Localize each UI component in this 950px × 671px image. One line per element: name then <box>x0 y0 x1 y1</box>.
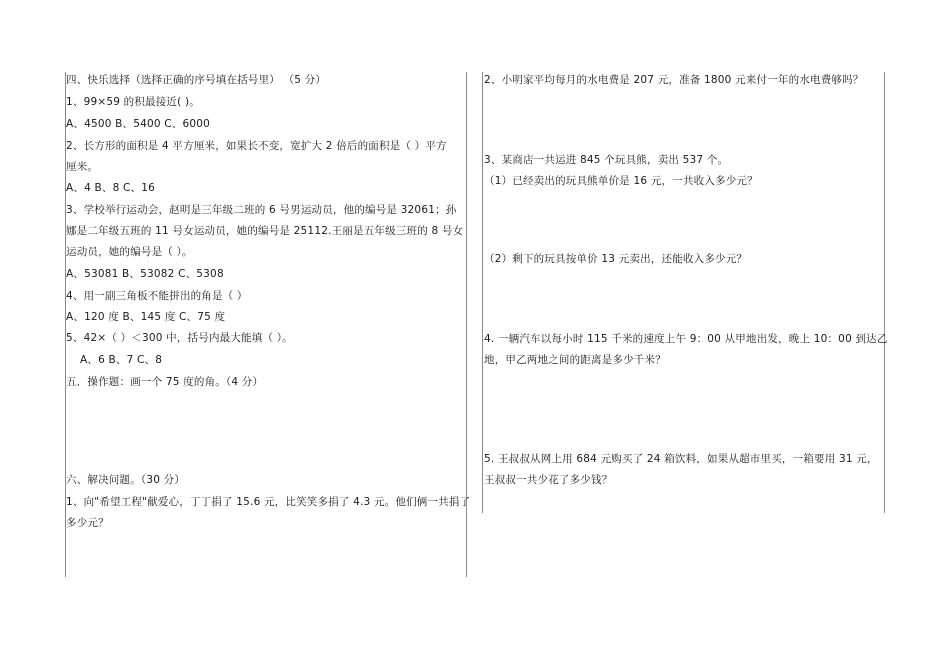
section4-q1: 1、99×59 的积最接近( )。 <box>66 96 200 108</box>
section4-q5-options: A、6 B、7 C、8 <box>80 354 163 366</box>
right-q5-line1: 5. 王叔叔从网上用 684 元购买了 24 箱饮料，如果从超市里买，一箱要用 31 元， <box>484 453 878 465</box>
right-q3: 3、某商店一共运进 845 个玩具熊，卖出 537 个。 <box>484 154 729 166</box>
right-q5-line2: 王叔叔一共少花了多少钱？ <box>484 474 613 486</box>
section4-q2-line2: 厘米。 <box>66 161 99 173</box>
right-q4-line2: 地，甲乙两地之间的距离是多少千米？ <box>484 354 666 366</box>
section4-q3-line2: 娜是二年级五班的 11 号女运动员，她的编号是 25112.王丽是五年级三班的 8 号女 <box>66 225 464 237</box>
section4-q4: 4、用一副三角板不能拼出的角是（ ） <box>66 290 248 302</box>
right-column-border <box>884 72 885 513</box>
right-q2: 2、小明家平均每月的水电费是 207 元，准备 1800 元来付一年的水电费够吗？ <box>484 74 864 86</box>
section4-q3-line3: 运动员，她的编号是（ ）。 <box>66 246 193 258</box>
section5-title: 五．操作题：画一个 75 度的角。（4 分） <box>66 376 264 388</box>
center-column-border-right <box>482 72 483 513</box>
section4-title: 四、快乐选择（选择正确的序号填在括号里） （5 分） <box>66 74 327 86</box>
section6-q1-line2: 多少元？ <box>66 517 109 529</box>
section4-q2-options: A、4 B、8 C、16 <box>66 182 156 194</box>
section4-q3-line1: 3、学校举行运动会，赵明是三年级二班的 6 号男运动员，他的编号是 32061；孙 <box>66 204 457 216</box>
section6-q1-line1: 1、向"希望工程"献爱心，丁丁捐了 15.6 元，比笑笑多捐了 4.3 元。他们俩一共捐了 <box>66 496 471 508</box>
section4-q4-options: A、120 度 B、145 度 C、75 度 <box>66 311 226 323</box>
right-q4-line1: 4. 一辆汽车以每小时 115 千米的速度上午 9：00 从甲地出发，晚上 10：00 到达乙 <box>484 333 888 345</box>
right-q3-part2: （2）剩下的玩具按单价 13 元卖出，还能收入多少元？ <box>484 253 748 265</box>
section4-q3-options: A、53081 B、53082 C、5308 <box>66 268 224 280</box>
section6-title: 六、解决问题。（30 分） <box>66 474 186 486</box>
section4-q5: 5、42×（ ）＜300 中，括号内最大能填（ ）。 <box>66 332 293 344</box>
section4-q2-line1: 2、长方形的面积是 4 平方厘米，如果长不变，宽扩大 2 倍后的面积是（ ）平方 <box>66 140 447 152</box>
right-q3-part1: （1）已经卖出的玩具熊单价是 16 元，一共收入多少元？ <box>484 175 758 187</box>
section4-q1-options: A、4500 B、5400 C、6000 <box>66 118 211 130</box>
